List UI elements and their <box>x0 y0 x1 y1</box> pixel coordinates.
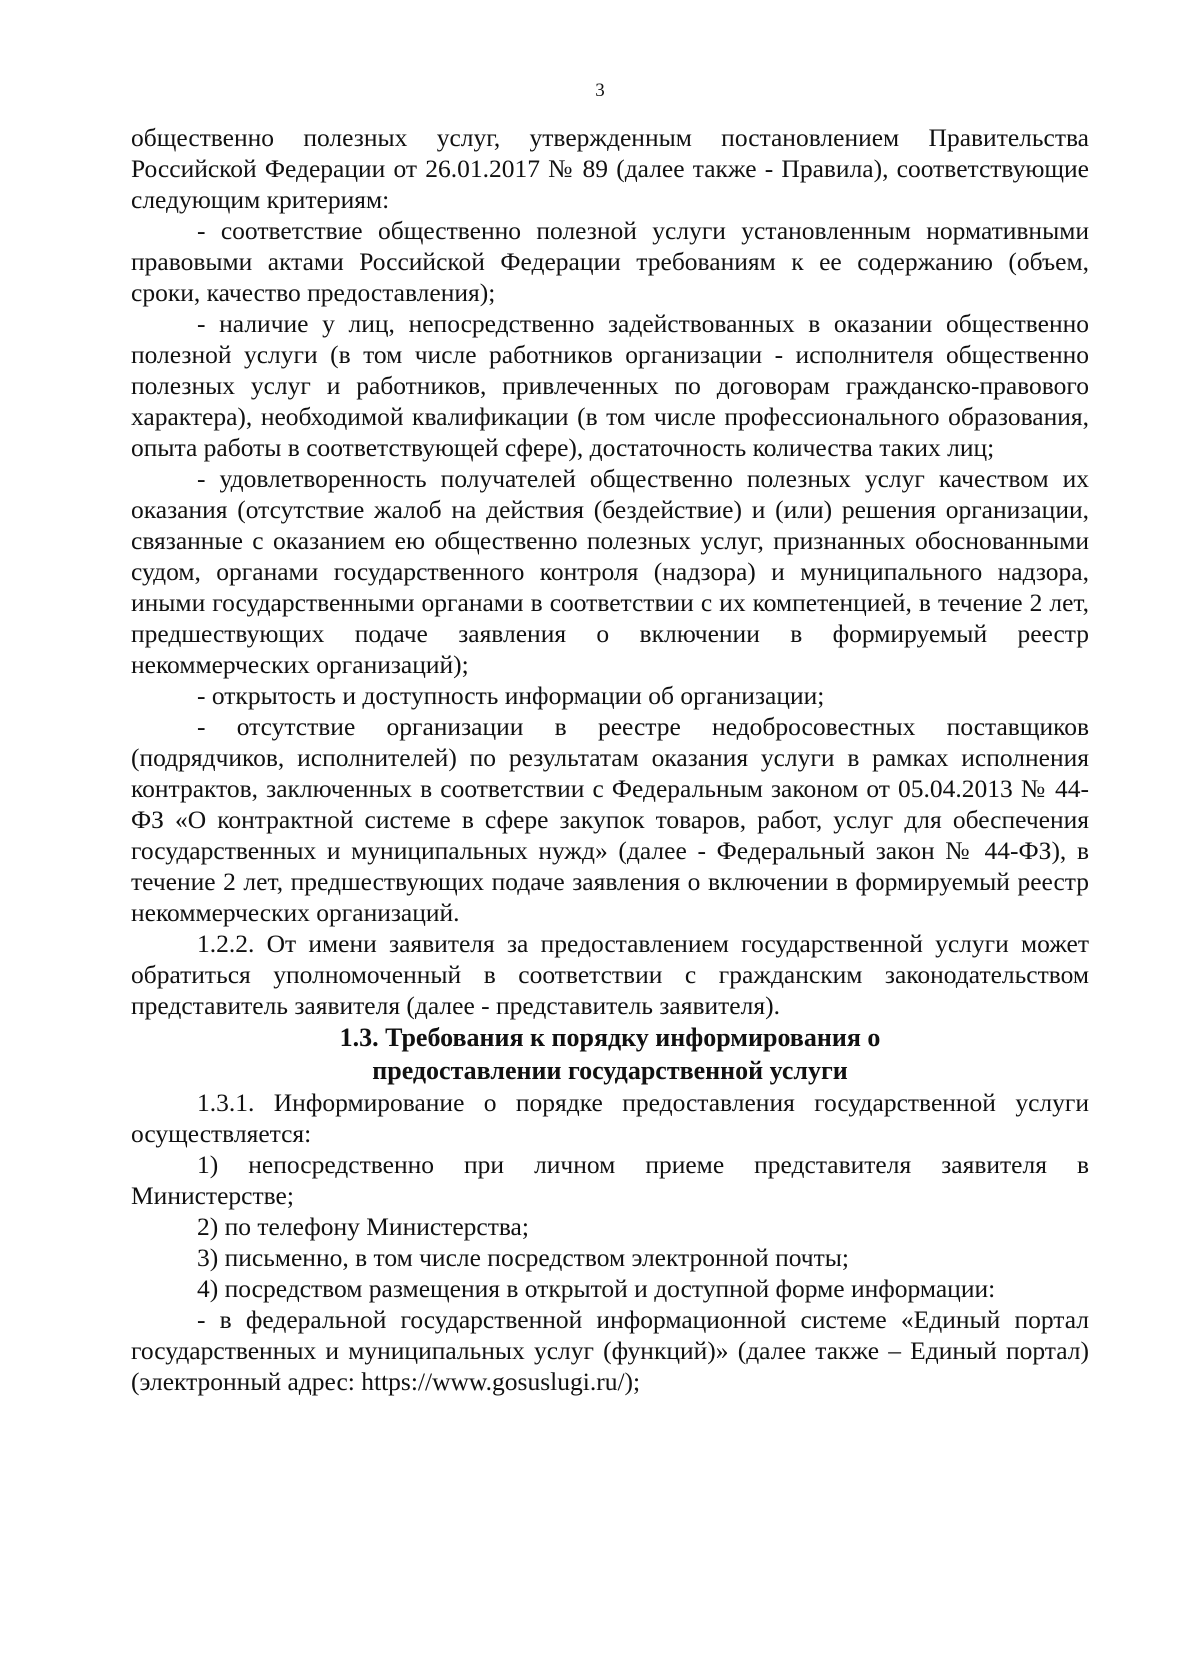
paragraph: 1) непосредственно при личном приеме представителя заявителя в Министерстве; <box>131 1150 1089 1210</box>
paragraph: 2) по телефону Министерства; <box>197 1212 529 1241</box>
paragraph: - удовлетворенность получателей общественно полезных услуг качеством их оказания (отсутствие жалоб на действия (бездействие) и (или) решения организации, связанные с оказанием ею общественно полезных услуг, признанных обоснованными судом, органами государственного контроля (надзора) и муниципального надзора, иными государственными органами в соответствии с их компетенцией, в течение 2 лет, предшествующих подаче заявления о включении в формируемый реестр некоммерческих организаций); <box>131 464 1089 679</box>
page-number: 3 <box>595 80 605 101</box>
paragraph: - наличие у лиц, непосредственно задействованных в оказании общественно полезной услуги (в том числе работников организации - исполнителя общественно полезных услуг и работников, привлеченных по договорам гражданско-правового характера), необходимой квалификации (в том числе профессионального образования, опыта работы в соответствующей сфере), достаточность количества таких лиц; <box>131 309 1089 462</box>
section-heading-line-1: 1.3. Требования к порядку информирования о <box>339 1023 881 1052</box>
paragraph: 3) письменно, в том числе посредством электронной почты; <box>197 1243 849 1272</box>
paragraph: 1.2.2. От имени заявителя за предоставлением государственной услуги может обратиться уполномоченный в соответствии с гражданским законодательством представитель заявителя (далее - представитель заявителя). <box>131 929 1089 1020</box>
paragraph: общественно полезных услуг, утвержденным постановлением Правительства Российской Федерации от 26.01.2017 № 89 (далее также - Правила), соответствующие следующим критериям: <box>131 123 1089 214</box>
document-body <box>131 122 1089 1397</box>
paragraphs-bottom <box>131 1087 1089 1397</box>
paragraph: - отсутствие организации в реестре недобросовестных поставщиков (подрядчиков, исполнителей) по результатам оказания услуги в рамках исполнения контрактов, заключенных в соответствии с Федеральным законом от 05.04.2013 № 44-ФЗ «О контрактной системе в сфере закупок товаров, работ, услуг для обеспечения государственных и муниципальных нужд» (далее - Федеральный закон № 44-ФЗ), в течение 2 лет, предшествующих подаче заявления о включении в формируемый реестр некоммерческих организаций. <box>131 712 1089 927</box>
paragraph: - открытость и доступность информации об организации; <box>197 681 825 710</box>
paragraph: 1.3.1. Информирование о порядке предоставления государственной услуги осуществляется: <box>131 1088 1089 1148</box>
paragraph: - в федеральной государственной информационной системе «Единый портал государственных и муниципальных услуг (функций)» (далее также – Единый портал) (электронный адрес: https://www.gosuslugi.ru/); <box>131 1305 1089 1396</box>
paragraph: - соответствие общественно полезной услуги установленным нормативными правовыми актами Российской Федерации требованиям к ее содержанию (объем, сроки, качество предоставления); <box>131 216 1089 307</box>
section-heading-line-2: предоставлении государственной услуги <box>372 1056 848 1085</box>
paragraph: 4) посредством размещения в открытой и доступной форме информации: <box>197 1274 996 1303</box>
section-heading <box>131 1021 1089 1087</box>
paragraphs-top <box>131 122 1089 1021</box>
